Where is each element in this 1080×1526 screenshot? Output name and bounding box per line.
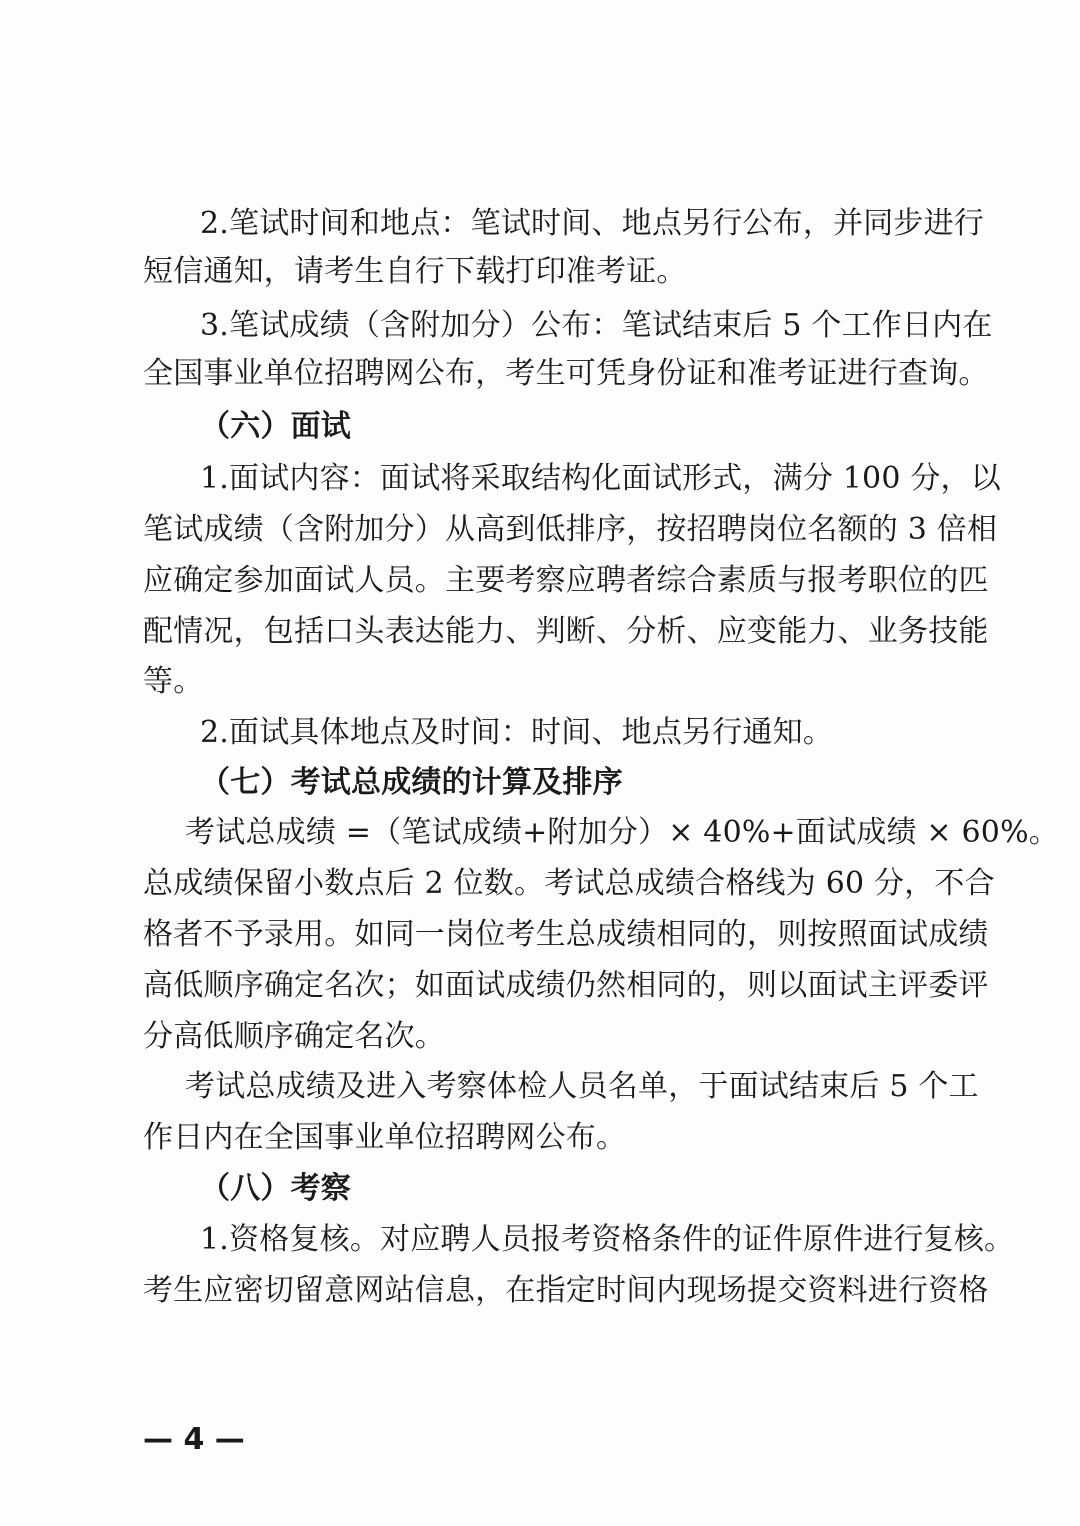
text-line: 3.笔试成绩（含附加分）公布：笔试结束后 5 个工作日内在 (200, 308, 993, 343)
text-line: 格者不予录用。如同一岗位考生总成绩相同的，则按照面试成绩 (143, 917, 989, 952)
section-heading: （六）面试 (200, 409, 351, 444)
text-line: 短信通知，请考生自行下载打印准考证。 (143, 254, 687, 289)
text-line: 1.面试内容：面试将采取结构化面试形式，满分 100 分，以 (200, 461, 1001, 496)
text-line: 高低顺序确定名次；如面试成绩仍然相同的，则以面试主评委评 (143, 968, 989, 1003)
text-line: 配情况，包括口头表达能力、判断、分析、应变能力、业务技能 (143, 614, 989, 649)
text-line: 1.资格复核。对应聘人员报考资格条件的证件原件进行复核。 (200, 1222, 1015, 1257)
page-number: — 4 — (143, 1422, 245, 1457)
text-line: 全国事业单位招聘网公布，考生可凭身份证和准考证进行查询。 (143, 356, 989, 391)
text-line: 2.面试具体地点及时间：时间、地点另行通知。 (200, 715, 834, 750)
text-line: 总成绩保留小数点后 2 位数。考试总成绩合格线为 60 分，不合 (143, 866, 995, 901)
text-line: 应确定参加面试人员。主要考察应聘者综合素质与报考职位的匹 (143, 563, 989, 598)
section-heading: （八）考察 (200, 1171, 351, 1206)
text-line: 2.笔试时间和地点：笔试时间、地点另行公布，并同步进行 (200, 206, 985, 241)
text-line: 作日内在全国事业单位招聘网公布。 (143, 1120, 627, 1155)
section-heading: （七）考试总成绩的计算及排序 (200, 765, 623, 800)
text-line: 笔试成绩（含附加分）从高到低排序，按招聘岗位名额的 3 倍相 (143, 512, 998, 547)
text-line: 分高低顺序确定名次。 (143, 1019, 445, 1054)
text-line: 等。 (143, 664, 204, 699)
text-line: 考试总成绩及进入考察体检人员名单，于面试结束后 5 个工 (185, 1069, 979, 1104)
text-line: 考生应密切留意网站信息，在指定时间内现场提交资料进行资格 (143, 1273, 989, 1308)
formula-line: 考试总成绩 =（笔试成绩+附加分）× 40%+面试成绩 × 60%。 (185, 815, 1059, 850)
